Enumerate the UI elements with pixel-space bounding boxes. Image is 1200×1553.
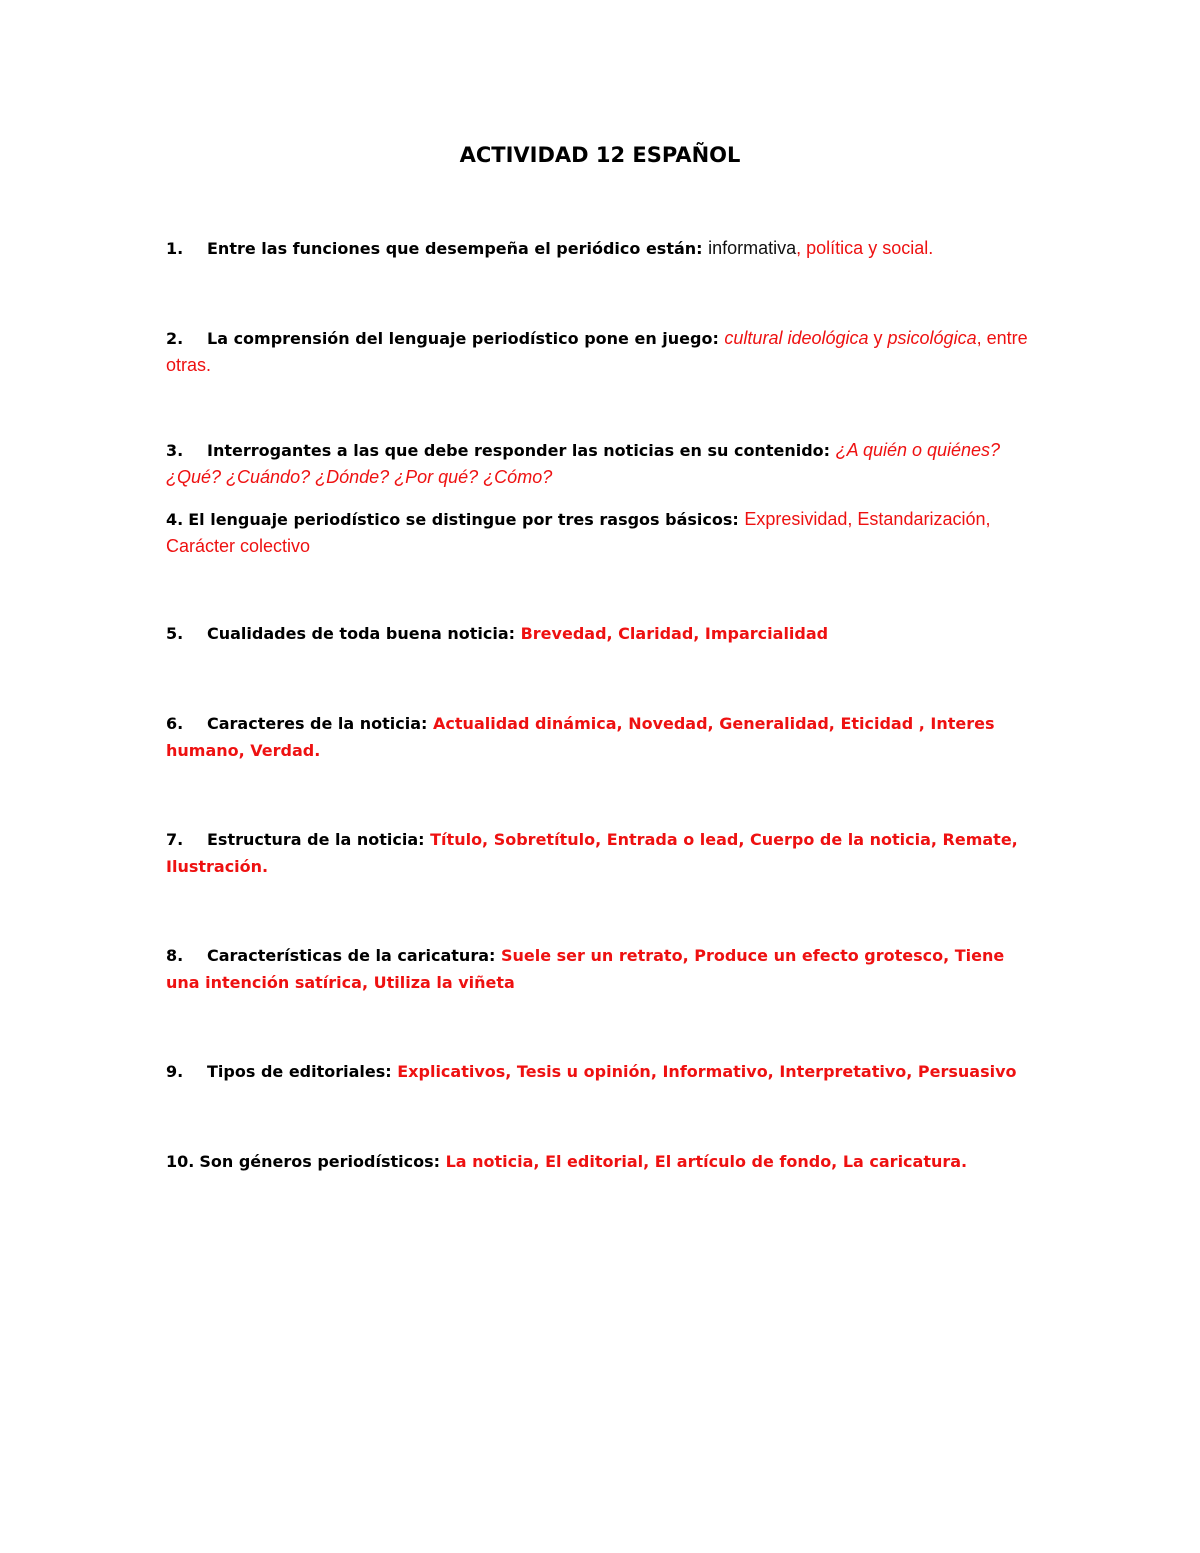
item-number: 7. (166, 830, 184, 849)
answer-text: La noticia, El editorial, El artículo de fondo, La caricatura. (445, 1152, 968, 1171)
question-item-8 (166, 942, 1036, 996)
item-number: 4. (166, 510, 184, 529)
answer-text: ¿A quién o quiénes? ¿Qué? ¿Cuándo? ¿Dónde? ¿Por qué? ¿Cómo? (166, 440, 1001, 487)
item-number: 6. (166, 714, 184, 733)
question-text: La comprensión del lenguaje periodístico pone en juego: (207, 329, 725, 348)
item-number: 8. (166, 946, 184, 965)
question-item-1 (166, 235, 1036, 262)
question-text: Cualidades de toda buena noticia: (207, 624, 521, 643)
question-item-9 (166, 1058, 1036, 1085)
item-number: 10. (166, 1152, 195, 1171)
question-item-2 (166, 325, 1036, 379)
question-text: El lenguaje periodístico se distingue por tres rasgos básicos: (188, 510, 745, 529)
answer-text: Título, Sobretítulo, Entrada o lead, Cuerpo de la noticia, Remate, Ilustración. (166, 830, 1018, 876)
answer-text: , entre otras. (166, 328, 1028, 375)
answer-text: Suele ser un retrato, Produce un efecto grotesco, Tiene una intención satírica, Utiliza la viñeta (166, 946, 1005, 992)
item-number: 3. (166, 441, 184, 460)
answer-text: , política y social. (796, 238, 934, 258)
question-text: Son géneros periodísticos: (199, 1152, 446, 1171)
question-text: Entre las funciones que desempeña el periódico están: (207, 239, 709, 258)
question-item-6 (166, 710, 1036, 764)
question-text: Características de la caricatura: (207, 946, 501, 965)
question-item-7 (166, 826, 1036, 880)
document-title: ACTIVIDAD 12 ESPAÑOL (459, 143, 741, 167)
question-text: Tipos de editoriales: (207, 1062, 398, 1081)
answer-text: psicológica (887, 328, 977, 348)
answer-text: Explicativos, Tesis u opinión, Informativo, Interpretativo, Persuasivo (397, 1062, 1017, 1081)
answer-text: Brevedad, Claridad, Imparcialidad (520, 624, 829, 643)
question-text: Caracteres de la noticia: (207, 714, 434, 733)
question-text: Interrogantes a las que debe responder las noticias en su contenido: (207, 441, 836, 460)
question-item-10 (166, 1148, 1036, 1175)
question-text: Estructura de la noticia: (207, 830, 431, 849)
answer-text: y (868, 328, 888, 348)
question-item-3 (166, 437, 1036, 491)
answer-text: Actualidad dinámica, Novedad, Generalidad, Eticidad , Interes humano, Verdad. (166, 714, 995, 760)
question-item-4 (166, 506, 1036, 560)
answer-text: informativa (708, 238, 797, 258)
item-number: 9. (166, 1062, 184, 1081)
question-item-5 (166, 620, 1036, 647)
answer-text: Expresividad, Estandarización, Carácter colectivo (166, 509, 991, 556)
item-number: 5. (166, 624, 184, 643)
item-number: 1. (166, 239, 184, 258)
answer-text: cultural ideológica (724, 328, 869, 348)
item-number: 2. (166, 329, 184, 348)
